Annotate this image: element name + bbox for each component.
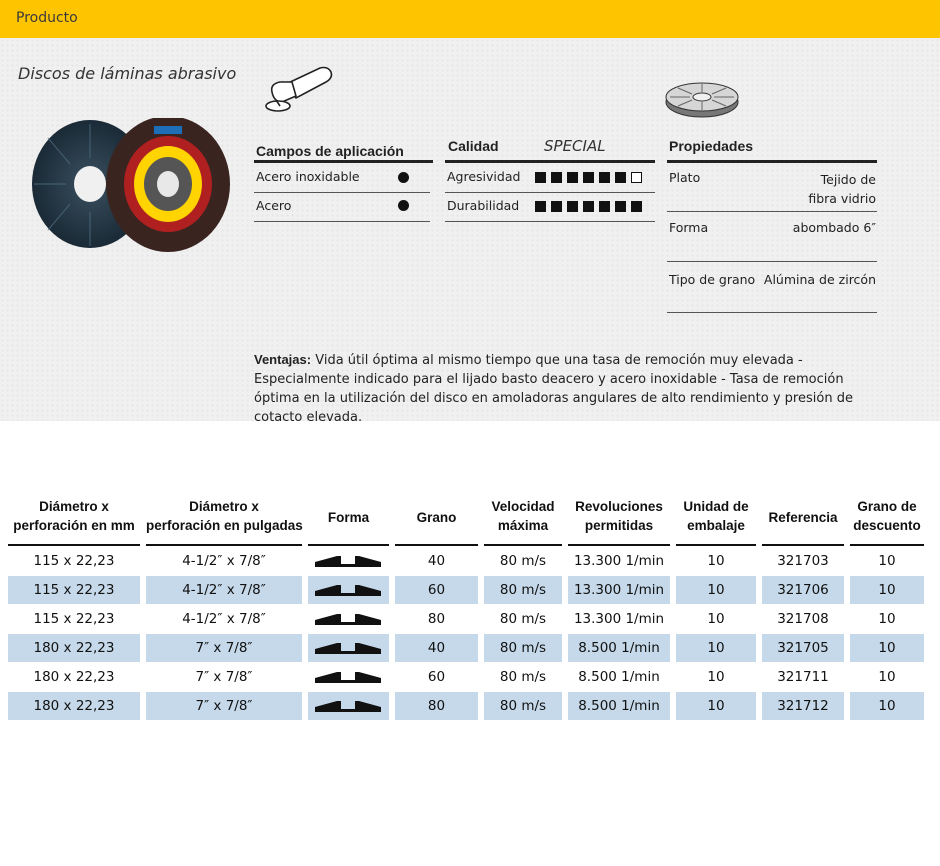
table-cell-inch: 7″ x 7/8″ <box>195 698 253 714</box>
table-cell-pack: 10 <box>707 611 725 627</box>
rating-square-filled <box>583 172 594 183</box>
table-cell-discount: 10 <box>878 640 896 656</box>
rating-square-filled <box>615 201 626 212</box>
rating-square-filled <box>567 172 578 183</box>
table-cell-rpm: 13.300 1/min <box>573 582 665 598</box>
table-cell-speed: 80 m/s <box>499 611 547 627</box>
product-title: Discos de láminas abrasivo <box>18 64 237 83</box>
header-rule <box>146 544 302 546</box>
table-cell-mm: 115 x 22,23 <box>33 611 115 627</box>
header-rule <box>762 544 844 546</box>
table-cell-mm: 115 x 22,23 <box>33 582 115 598</box>
table-cell-rpm: 13.300 1/min <box>573 553 665 569</box>
column-header: Grano de descuento <box>853 499 921 533</box>
column-header: Forma <box>327 510 370 525</box>
table-cell-ref: 321703 <box>777 553 829 569</box>
rating-square-filled <box>535 201 546 212</box>
table-cell-inch: 4-1/2″ x 7/8″ <box>182 553 266 569</box>
table-cell-inch: 4-1/2″ x 7/8″ <box>182 611 266 627</box>
table-cell-ref: 321711 <box>777 669 829 685</box>
row-divider <box>667 261 877 262</box>
header-rule <box>676 544 756 546</box>
disc-shape-icon <box>315 699 381 713</box>
table-cell-discount: 10 <box>878 611 896 627</box>
table-cell-pack: 10 <box>707 582 725 598</box>
table-cell-discount: 10 <box>878 553 896 569</box>
table-cell-grain: 40 <box>427 553 446 569</box>
properties-title: Propiedades <box>669 138 754 154</box>
table-cell-pack: 10 <box>707 698 725 714</box>
column-header: Revoluciones permitidas <box>575 499 663 533</box>
table-cell-discount: 10 <box>878 582 896 598</box>
row-divider <box>667 211 877 212</box>
advantages-label: Ventajas: <box>254 352 312 367</box>
rating-square-filled <box>599 201 610 212</box>
application-label: Acero inoxidable <box>256 169 360 184</box>
table-cell-inch: 7″ x 7/8″ <box>195 640 253 656</box>
table-cell-mm: 180 x 22,23 <box>33 669 115 685</box>
column-header: Diámetro x perforación en pulgadas <box>146 499 303 533</box>
header-bar <box>0 0 940 38</box>
table-cell-ref: 321706 <box>777 582 829 598</box>
quality-label: Agresividad <box>447 169 521 184</box>
table-cell-rpm: 8.500 1/min <box>578 669 660 685</box>
applications-title: Campos de aplicación <box>256 143 404 159</box>
applications-rule <box>254 160 433 163</box>
rating-square-empty <box>631 172 642 183</box>
table-cell-speed: 80 m/s <box>499 582 547 598</box>
column-header: Diámetro x perforación en mm <box>13 499 135 533</box>
table-cell-grain: 80 <box>427 611 446 627</box>
table-cell-rpm: 13.300 1/min <box>573 611 665 627</box>
table-cell-ref: 321712 <box>777 698 829 714</box>
property-value: abombado 6″ <box>792 220 876 235</box>
flap-disc-icon <box>664 80 742 120</box>
table-cell-grain: 40 <box>427 640 446 656</box>
table-cell-grain: 80 <box>427 698 446 714</box>
quality-title: Calidad <box>448 138 499 154</box>
quality-grade: SPECIAL <box>544 137 606 155</box>
property-value: Tejido de fibra vidrio <box>808 172 876 206</box>
advantages-paragraph <box>254 350 854 427</box>
table-cell-grain: 60 <box>427 669 446 685</box>
property-label: Tipo de grano <box>669 272 756 287</box>
quality-label: Durabilidad <box>447 198 520 213</box>
table-cell-grain: 60 <box>427 582 446 598</box>
rating-square-filled <box>599 172 610 183</box>
disc-shape-icon <box>315 641 381 655</box>
table-cell-mm: 180 x 22,23 <box>33 698 115 714</box>
disc-shape-icon <box>315 554 381 568</box>
table-cell-pack: 10 <box>707 669 725 685</box>
column-header: Velocidad máxima <box>491 499 555 533</box>
table-cell-mm: 180 x 22,23 <box>33 640 115 656</box>
column-header: Referencia <box>768 510 838 525</box>
table-cell-rpm: 8.500 1/min <box>578 640 660 656</box>
table-cell-ref: 321708 <box>777 611 829 627</box>
rating-square-filled <box>535 172 546 183</box>
table-cell-speed: 80 m/s <box>499 669 547 685</box>
disc-shape-icon <box>315 670 381 684</box>
header-rule <box>850 544 924 546</box>
table-cell-ref: 321705 <box>777 640 829 656</box>
table-cell-speed: 80 m/s <box>499 698 547 714</box>
header-rule <box>395 544 478 546</box>
table-cell-speed: 80 m/s <box>499 640 547 656</box>
table-cell-pack: 10 <box>707 640 725 656</box>
property-label: Plato <box>669 170 701 185</box>
rating-square-filled <box>567 201 578 212</box>
application-dot <box>398 172 409 183</box>
table-cell-inch: 4-1/2″ x 7/8″ <box>182 582 266 598</box>
rating-square-filled <box>583 201 594 212</box>
row-divider <box>445 221 655 222</box>
properties-rule <box>667 160 877 163</box>
column-header: Grano <box>416 510 457 525</box>
table-cell-discount: 10 <box>878 669 896 685</box>
row-divider <box>254 221 430 222</box>
row-divider <box>254 192 430 193</box>
rating-square-filled <box>631 201 642 212</box>
property-label: Forma <box>669 220 709 235</box>
header-rule <box>484 544 562 546</box>
header-rule <box>568 544 670 546</box>
disc-shape-icon <box>315 612 381 626</box>
row-divider <box>445 192 655 193</box>
header-title: Producto <box>16 10 78 26</box>
rating-square-filled <box>551 172 562 183</box>
disc-shape-icon <box>315 583 381 597</box>
rating-square-filled <box>551 201 562 212</box>
application-label: Acero <box>256 198 292 213</box>
table-cell-discount: 10 <box>878 698 896 714</box>
application-dot <box>398 200 409 211</box>
table-cell-rpm: 8.500 1/min <box>578 698 660 714</box>
rating-square-filled <box>615 172 626 183</box>
table-cell-inch: 7″ x 7/8″ <box>195 669 253 685</box>
property-value: Alúmina de zircón <box>763 272 876 287</box>
product-disc-photo <box>28 118 238 254</box>
quality-rule <box>445 160 655 163</box>
header-rule <box>308 544 389 546</box>
row-divider <box>667 312 877 313</box>
header-rule <box>8 544 140 546</box>
table-cell-speed: 80 m/s <box>499 553 547 569</box>
angle-grinder-icon <box>262 62 336 120</box>
table-cell-mm: 115 x 22,23 <box>33 553 115 569</box>
advantages-text: Vida útil óptima al mismo tiempo que una tasa de remoción muy elevada - Especialmente indicado para el lijado basto deacero y acero inoxidable - Tasa de remoción óptima en la utilización del disco en amoladoras angulares de alto rendimiento y presión de cotacto elevada. <box>254 353 853 425</box>
column-header: Unidad de embalaje <box>683 499 749 533</box>
table-cell-pack: 10 <box>707 553 725 569</box>
